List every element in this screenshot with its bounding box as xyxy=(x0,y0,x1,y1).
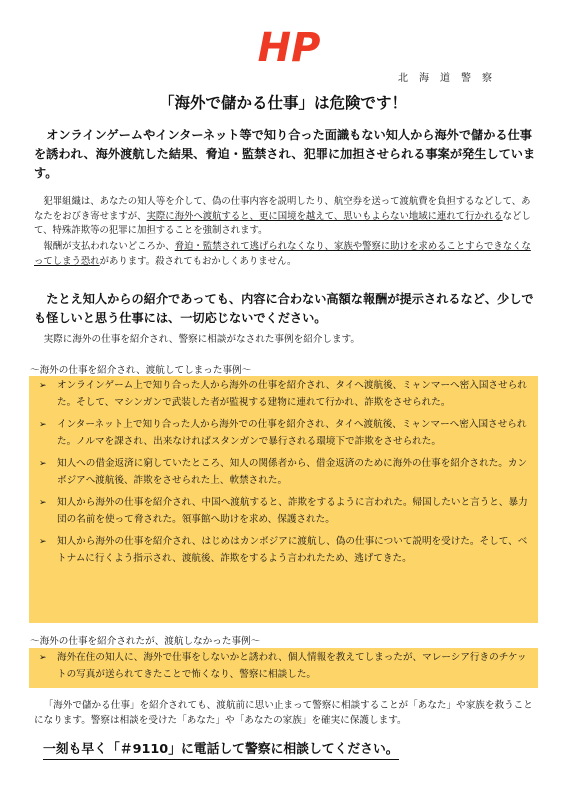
case-item: ➢ インターネット上で知り合った人から海外での仕事を紹介され、タイへ渡航後、ミャンマーへ密入国させられた。ノルマを課され、出来なければスタンガンで暴行される環境下で詐欺をさせられた。 xyxy=(39,419,527,447)
explanation-paragraph-1: 犯罪組織は、あなたの知人等を介して、偽の仕事内容を説明したり、航空券を送って渡航費を負担するなどして、あなたをおびき寄せますが、実際に海外へ渡航すると、更に国境を越えて、思いもよらない地域に連れて行かれるなどして、特殊詐欺等の犯罪に加担することを強制されます。 xyxy=(34,196,531,236)
case-item: ➢ 知人への借金返済に窮していたところ、知人の関係者から、借金返済のために海外の仕事を紹介された。カンボジアへ渡航後、詐欺をさせられた上、軟禁された。 xyxy=(39,458,528,486)
page-title: 「海外で儲かる仕事」は危険です！ xyxy=(158,94,407,112)
arrow-bullet-icon: ➢ xyxy=(39,498,47,508)
underlined-warning-2: 脅迫・監禁されて逃げられなくなり、家族や警察に助けを求めることすらできなくなってしまう恐れ xyxy=(34,241,531,267)
case-item: ➢ オンラインゲーム上で知り合った人から海外の仕事を紹介され、タイへ渡航後、ミャンマーへ密入国させられた。そして、マシンガンで武装した者が監視する建物に連れて行かれ、詐欺をさせられた。 xyxy=(39,380,527,408)
section-heading-not-traveled: ～海外の仕事を紹介されたが、渡航しなかった事例～ xyxy=(30,636,261,647)
arrow-bullet-icon: ➢ xyxy=(39,653,47,663)
call-to-action: 一刻も早く「＃9110」に電話して警察に相談してください。 xyxy=(43,741,399,760)
arrow-bullet-icon: ➢ xyxy=(39,459,47,469)
cases-box-not-traveled xyxy=(29,648,538,688)
arrow-bullet-icon: ➢ xyxy=(39,381,47,391)
case-intro: 実際に海外の仕事を紹介され、警察に相談がなされた事例を紹介します。 xyxy=(43,334,360,345)
logo-text: HP xyxy=(257,26,321,66)
arrow-bullet-icon: ➢ xyxy=(39,537,47,547)
organization-name: 北海道警察 xyxy=(398,73,503,84)
underlined-warning-1: 実際に海外へ渡航すると、更に国境を越えて、思いもよらない地域に連れて行かれる xyxy=(146,210,503,222)
case-item: ➢ 知人から海外の仕事を紹介され、はじめはカンボジアに渡航し、偽の仕事について説明を受けた。そして、ベトナムに行くよう指示され、渡航後、詐欺をするよう言われたため、逃げてきた。 xyxy=(39,536,528,564)
closing-paragraph: 「海外で儲かる仕事」を紹介されても、渡航前に思い止まって警察に相談することが「あなた」や家族を救うことになります。警察は相談を受けた「あなた」や「あなたの家族」を確実に保護します。 xyxy=(34,700,533,726)
arrow-bullet-icon: ➢ xyxy=(39,420,47,430)
section-heading-traveled: ～海外の仕事を紹介され、渡航してしまった事例～ xyxy=(30,365,252,376)
explanation-paragraph-2: 報酬が支払われないどころか、脅迫・監禁されて逃げられなくなり、家族や警察に助けを求めることすらできなくなってしまう恐れがあります。殺されてもおかしくありません。 xyxy=(34,241,531,267)
case-item: ➢ 知人から海外の仕事を紹介され、中国へ渡航すると、詐欺をするように言われた。帰国したいと言うと、暴力団の名前を使って脅された。領事館へ助けを求め、保護された。 xyxy=(39,497,528,525)
case-item: ➢ 海外在住の知人に、海外で仕事をしないかと誘われ、個人情報を教えてしまったが、マレーシア行きのチケットの写真が送られてきたことで怖くなり、警察に相談した。 xyxy=(39,652,527,680)
warning-paragraph: たとえ知人からの紹介であっても、内容に合わない高額な報酬が提示されるなど、少しでも怪しいと思う仕事には、一切応じないでください。 xyxy=(34,292,534,325)
lead-paragraph: オンラインゲームやインターネット等で知り合った面識もない知人から海外で儲かる仕事を誘われ、海外渡航した結果、脅迫・監禁され、犯罪に加担させられる事案が発生しています。 xyxy=(34,128,536,180)
hp-logo xyxy=(256,26,322,66)
cases-box-traveled xyxy=(29,376,538,623)
